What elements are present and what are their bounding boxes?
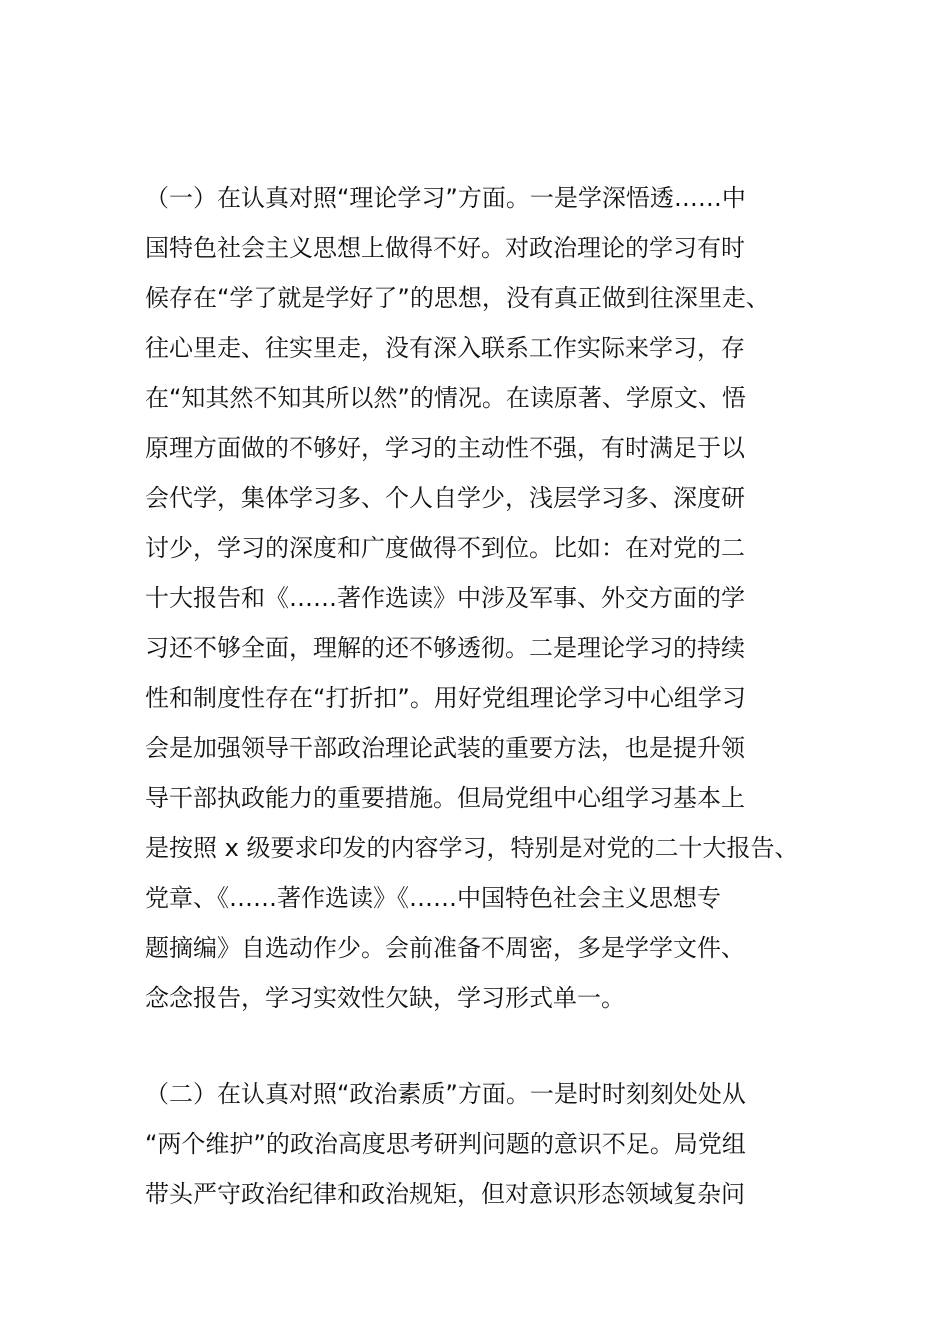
- paragraph-1-line: 习还不够全面，理解的还不够透彻。二是理论学习的持续: [145, 634, 745, 662]
- paragraph-1-line: 十大报告和《……著作选读》中涉及军事、外交方面的学: [145, 584, 745, 612]
- paragraph-1-line: 导干部执政能力的重要措施。但局党组中心组学习基本上: [145, 784, 745, 812]
- paragraph-1-line: 会是加强领导干部政治理论武装的重要方法，也是提升领: [145, 734, 745, 762]
- paragraph-1-line: 念念报告，学习实效性欠缺，学习形式单一。: [145, 984, 625, 1012]
- paragraph-1-line: 原理方面做的不够好，学习的主动性不强，有时满足于以: [145, 434, 745, 462]
- paragraph-1-line: 性和制度性存在“打折扣”。用好党组理论学习中心组学习: [145, 684, 746, 712]
- paragraph-1-line: 党章、《……著作选读》《……中国特色社会主义思想专: [145, 884, 721, 912]
- paragraph-1-line: 候存在“学了就是学好了”的思想，没有真正做到往深里走、: [145, 284, 770, 312]
- paragraph-1-line: 在“知其然不知其所以然”的情况。在读原著、学原文、悟: [145, 384, 746, 412]
- paragraph-1-line: 讨少，学习的深度和广度做得不到位。比如：在对党的二: [145, 534, 745, 562]
- paragraph-2-line: （二）在认真对照“政治素质”方面。一是时时刻刻处处从: [145, 1080, 746, 1108]
- paragraph-1-line: 往心里走、往实里走，没有深入联系工作实际来学习，存: [145, 334, 745, 362]
- paragraph-1-line: 题摘编》自选动作少。会前准备不周密，多是学学文件、: [145, 934, 745, 962]
- paragraph-2-line: “两个维护”的政治高度思考研判问题的意识不足。局党组: [145, 1130, 746, 1158]
- paragraph-1-line: 国特色社会主义思想上做得不好。对政治理论的学习有时: [145, 234, 745, 262]
- paragraph-1-line: （一）在认真对照“理论学习”方面。一是学深悟透……中: [145, 184, 746, 212]
- paragraph-1-line: 是按照 x 级要求印发的内容学习，特别是对党的二十大报告、: [145, 834, 799, 862]
- paragraph-2-line: 带头严守政治纪律和政治规矩，但对意识形态领域复杂问: [145, 1180, 745, 1208]
- paragraph-1-line: 会代学，集体学习多、个人自学少，浅层学习多、深度研: [145, 484, 745, 512]
